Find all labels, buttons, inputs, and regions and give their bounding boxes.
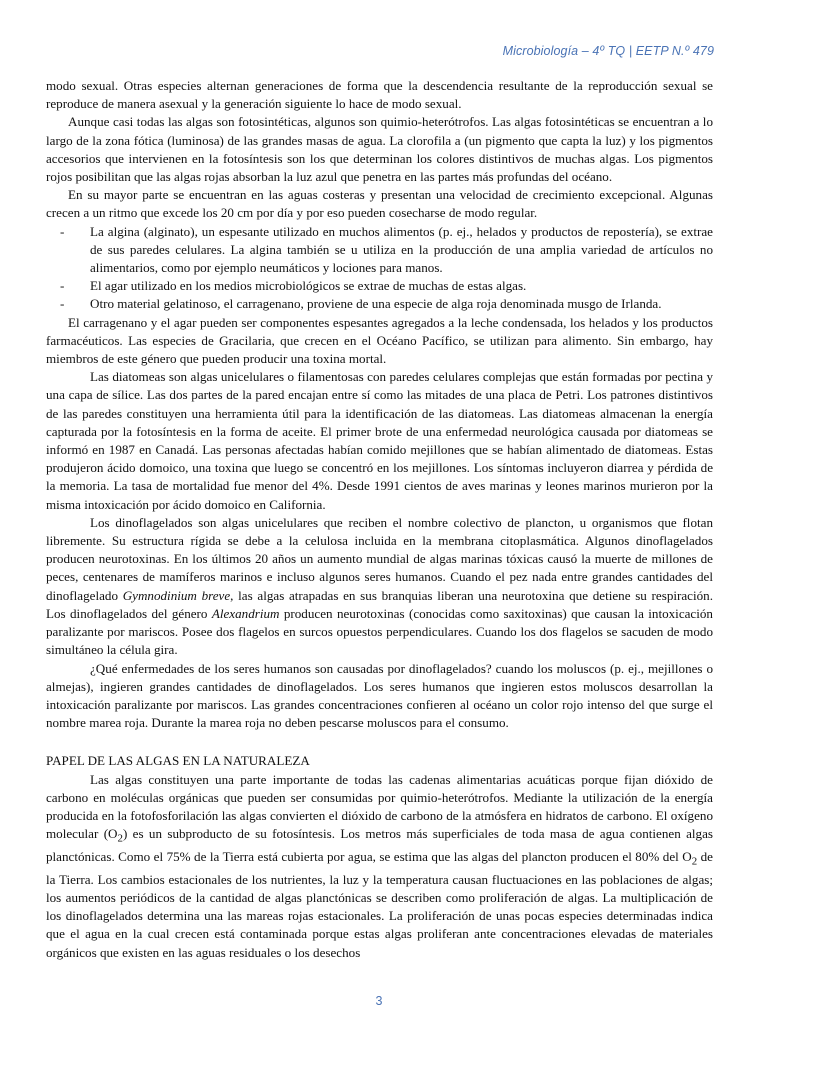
subscript: 2: [691, 855, 698, 868]
text-run: Las algas constituyen una parte importante de todas las cadenas alimentarias acuáticas porque fijan dióxido de carbono en moléculas orgánicas que pueden ser consumidas por quimio-heterótrofos. Mediante la utilización de la energía producida en la fotofosforilación las algas convierten el dióxido de carbono de la atmósfera en hidratos de carbono. El oxígeno molecular (O: [46, 771, 713, 842]
document-body: [46, 77, 713, 962]
text-run: ) es un subproducto de su fotosíntesis. Los metros más superficiales de toda masa de agua contienen algas planctónicas. Como el 75% de la Tierra está cubierta por agua, se estima que las algas del plancton producen el 80% del O: [46, 826, 713, 864]
paragraph: En su mayor parte se encuentran en las aguas costeras y presentan una velocidad de crecimiento excepcional. Algunas crecen a un ritmo que excede los 20 cm por día y por eso pueden cosecharse de modo regular.: [46, 187, 713, 221]
list-item: - El agar utilizado en los medios microbiológicos se extrae de muchas de estas algas.: [90, 277, 713, 295]
paragraph: Aunque casi todas las algas son fotosintéticas, algunos son quimio-heterótrofos. Las algas fotosintéticas se encuentran a lo largo de la zona fótica (luminosa) de las grandes masas de agua. La clorofila a (un pigmento que capta la luz) y los pigmentos accesorios que intervienen en la fotosíntesis son los que determinan los colores distintivos de muchas algas. Los pigmentos rojos posibilitan que las algas rojas absorban la luz azul que penetra en las partes más profundas del océano.: [46, 114, 713, 185]
paragraph: Las diatomeas son algas unicelulares o filamentosas con paredes celulares complejas que están formadas por pectina y una capa de sílice. Las dos partes de la pared encajan entre sí como las mitades de una placa de Petri. Los patrones distintivos de las paredes constituyen una herramienta útil para la identificación de las diatomeas. Las diatomeas almacenan la energía capturada por la fotosíntesis en la forma de aceite. El primer brote de una enfermedad neurológica causada por diatomeas se informó en 1987 en Canadá. Las personas afectadas habían comido mejillones que se habían alimentado de diatomeas. Estas produjeron ácido domoico, una toxina que luego se concentró en los mejillones. Los síntomas incluyeron diarrea y pérdida de la memoria. La tasa de mortalidad fue menor del 4%. Desde 1991 cientos de aves marinas y leones marinos murieron por la misma intoxicación por ácido domoico en California.: [46, 369, 713, 512]
text-run: de la Tierra. Los cambios estacionales de los nutrientes, la luz y la temperatura causan fluctuaciones en las poblaciones de algas; los aumentos periódicos de la cantidad de algas planctónicas se describen como proliferación de algas. La multiplicación de los dinoflagelados determina una las mareas rojas estacionales. La proliferación de unas pocas especies determinadas indica que el agua en la cual crecen está contaminada porque estas algas proliferan ante concentraciones elevadas de materiales orgánicos que existen en las aguas residuales o los desechos: [46, 848, 713, 960]
list-item: - Otro material gelatinoso, el carragenano, proviene de una especie de alga roja denominada musgo de Irlanda.: [90, 295, 713, 313]
paragraph: [46, 514, 713, 660]
paragraph: [46, 771, 713, 962]
page-header: Microbiología – 4º TQ | EETP N.º 479: [502, 44, 714, 58]
subscript: 2: [117, 832, 123, 845]
paragraph: modo sexual. Otras especies alternan generaciones de forma que la descendencia resultante de la reproducción sexual se reproduce de manera asexual y la generación siguiente lo hace de modo sexual.: [46, 78, 713, 112]
text-run: , las algas atrapadas en sus branquias liberan una neurotoxina que detiene su respiración. Los dinoflagelados del género: [46, 587, 713, 621]
list-item: - La algina (alginato), un espesante utilizado en muchos alimentos (p. ej., helados y productos de repostería), se extrae de sus paredes celulares. La algina también se u utiliza en la producción de una amplia variedad de artículos no alimentarios, como por ejemplo neumáticos y lociones para manos.: [90, 223, 713, 278]
paragraph: ¿Qué enfermedades de los seres humanos son causadas por dinoflagelados? cuando los moluscos (p. ej., mejillones o almejas), ingieren grandes cantidades de dinoflagelados. Los seres humanos que ingieren estos moluscos desarrollan la intoxicación paralizante por mariscos. Las grandes concentraciones confieren al océano un color rojo intenso del que surge el nombre marea roja. Durante la marea roja no deben pescarse moluscos para el consumo.: [46, 660, 713, 731]
page-number: 3: [375, 994, 383, 1008]
species-name: Gymnodinium breve: [122, 587, 231, 603]
genus-name: Alexandrium: [211, 605, 280, 621]
paragraph: El carragenano y el agar pueden ser componentes espesantes agregados a la leche condensada, los helados y los productos farmacéuticos. Las especies de Gracilaria, que crecen en el Océano Pacífico, se utilizan para alimento. Sin embargo, hay miembros de este género que pueden producir una toxina mortal.: [46, 314, 713, 367]
section-heading: PAPEL DE LAS ALGAS EN LA NATURALEZA: [46, 753, 310, 769]
text-run: Los dinoflagelados son algas unicelulares que reciben el nombre colectivo de plancton, u organismos que flotan libremente. Su estructura rígida se debe a la celulosa incluida en la membrana citoplasmática. Algunos dinoflagelados producen neurotoxinas. En los últimos 20 años un aumento mundial de algas marinas tóxicas causó la muerte de millones de peces, centenares de mamíferos marinos e incluso algunos seres humanos. Cuando el pez nada entre grandes cantidades del dinoflagelado: [46, 514, 713, 603]
bullet-list: [46, 223, 713, 314]
text-run: producen neurotoxinas (conocidas como saxitoxinas) que causan la intoxicación paralizante por mariscos. Posee dos flagelos en surcos opuestos perpendiculares. Cuando los dos flagelos se sacuden de modo simultáneo la célula gira.: [46, 605, 713, 658]
